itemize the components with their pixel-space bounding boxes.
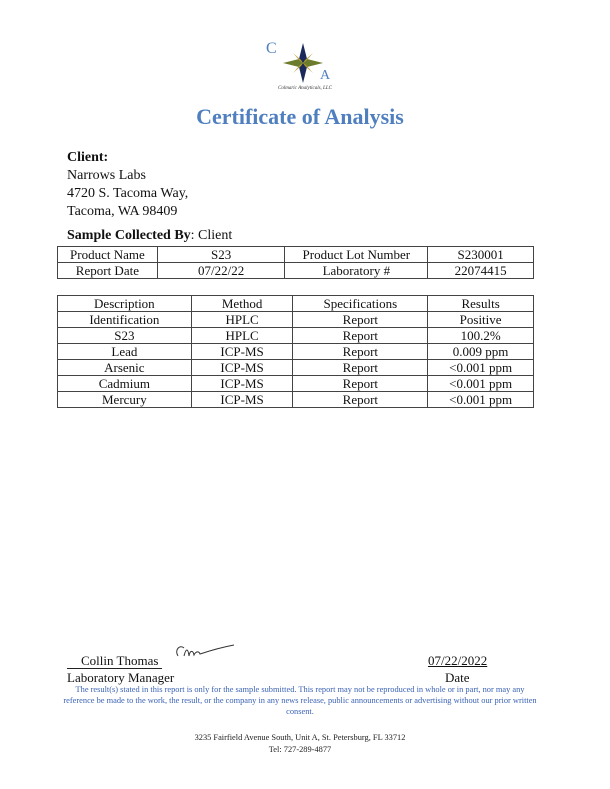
lot-number-value: S230001 [428,247,534,263]
column-header: Results [428,296,534,312]
cell-result: 0.009 ppm [428,344,534,360]
cell-specification: Report [293,312,428,328]
signer-title: Laboratory Manager [67,670,175,685]
signature-date: 07/22/2022 [428,653,488,668]
cell-description: Lead [58,344,192,360]
cell-specification: Report [293,344,428,360]
logo-letter-a: A [320,68,331,83]
table-row [58,247,534,263]
cell-specification: Report [293,376,428,392]
report-date-label: Report Date [58,263,158,279]
page-title: Certificate of Analysis [196,104,404,129]
cell-description: Cadmium [58,376,192,392]
footer-address: 3235 Fairfield Avenue South, Unit A, St. Petersburg, FL 33712 [194,733,406,742]
client-block [67,149,188,221]
column-header: Description [58,296,192,312]
date-label: Date [445,670,470,685]
cell-method: ICP-MS [191,360,293,376]
sample-collected [67,228,232,244]
cell-specification: Report [293,392,428,408]
cell-result: <0.001 ppm [428,376,534,392]
column-header: Specifications [293,296,428,312]
results-table [57,295,534,408]
cell-method: HPLC [191,312,293,328]
table-row [58,376,534,392]
table-header-row [58,296,534,312]
table-row [58,263,534,279]
client-name: Narrows Labs [67,168,146,183]
sample-collected-label: Sample Collected By [67,228,191,243]
compass-star-icon [283,43,323,83]
product-name-label: Product Name [58,247,158,263]
logo-tagline: Colmaric Analyticals, LLC [278,86,332,91]
report-date-value: 07/22/22 [157,263,285,279]
cell-description: Identification [58,312,192,328]
cell-method: ICP-MS [191,376,293,392]
cell-method: HPLC [191,328,293,344]
signer-name-line [67,653,162,669]
table-row [58,360,534,376]
table-row [58,344,534,360]
footer-telephone: Tel: 727-289-4877 [268,745,332,754]
cell-result: 100.2% [428,328,534,344]
sample-collected-value: : Client [190,228,233,243]
column-header: Method [191,296,293,312]
lot-number-label: Product Lot Number [285,247,428,263]
cell-specification: Report [293,328,428,344]
cell-method: ICP-MS [191,344,293,360]
signer-name: Collin Thomas [67,653,162,669]
cell-description: Arsenic [58,360,192,376]
sample-info-table [57,246,534,279]
product-name-value: S23 [157,247,285,263]
cell-result: Positive [428,312,534,328]
client-address-line2: Tacoma, WA 98409 [67,204,178,219]
footer [0,732,600,756]
handwritten-signature-icon [172,642,238,664]
client-address-line1: 4720 S. Tacoma Way, [67,186,189,201]
cell-specification: Report [293,360,428,376]
table-row [58,392,534,408]
laboratory-number-value: 22074415 [428,263,534,279]
cell-result: <0.001 ppm [428,360,534,376]
cell-description: Mercury [58,392,192,408]
laboratory-number-label: Laboratory # [285,263,428,279]
cell-description: S23 [58,328,192,344]
table-row [58,312,534,328]
logo-letter-c: C [266,40,277,57]
cell-result: <0.001 ppm [428,392,534,408]
disclaimer-text: The result(s) stated in this report is only for the sample submitted. This report may not be reproduced in whole or in part, nor may any reference be made to the work, the result, or the company in any news release, public announcements or advertising without our prior written consent. [63,685,537,716]
cell-method: ICP-MS [191,392,293,408]
client-label: Client: [67,150,109,165]
table-row [58,328,534,344]
